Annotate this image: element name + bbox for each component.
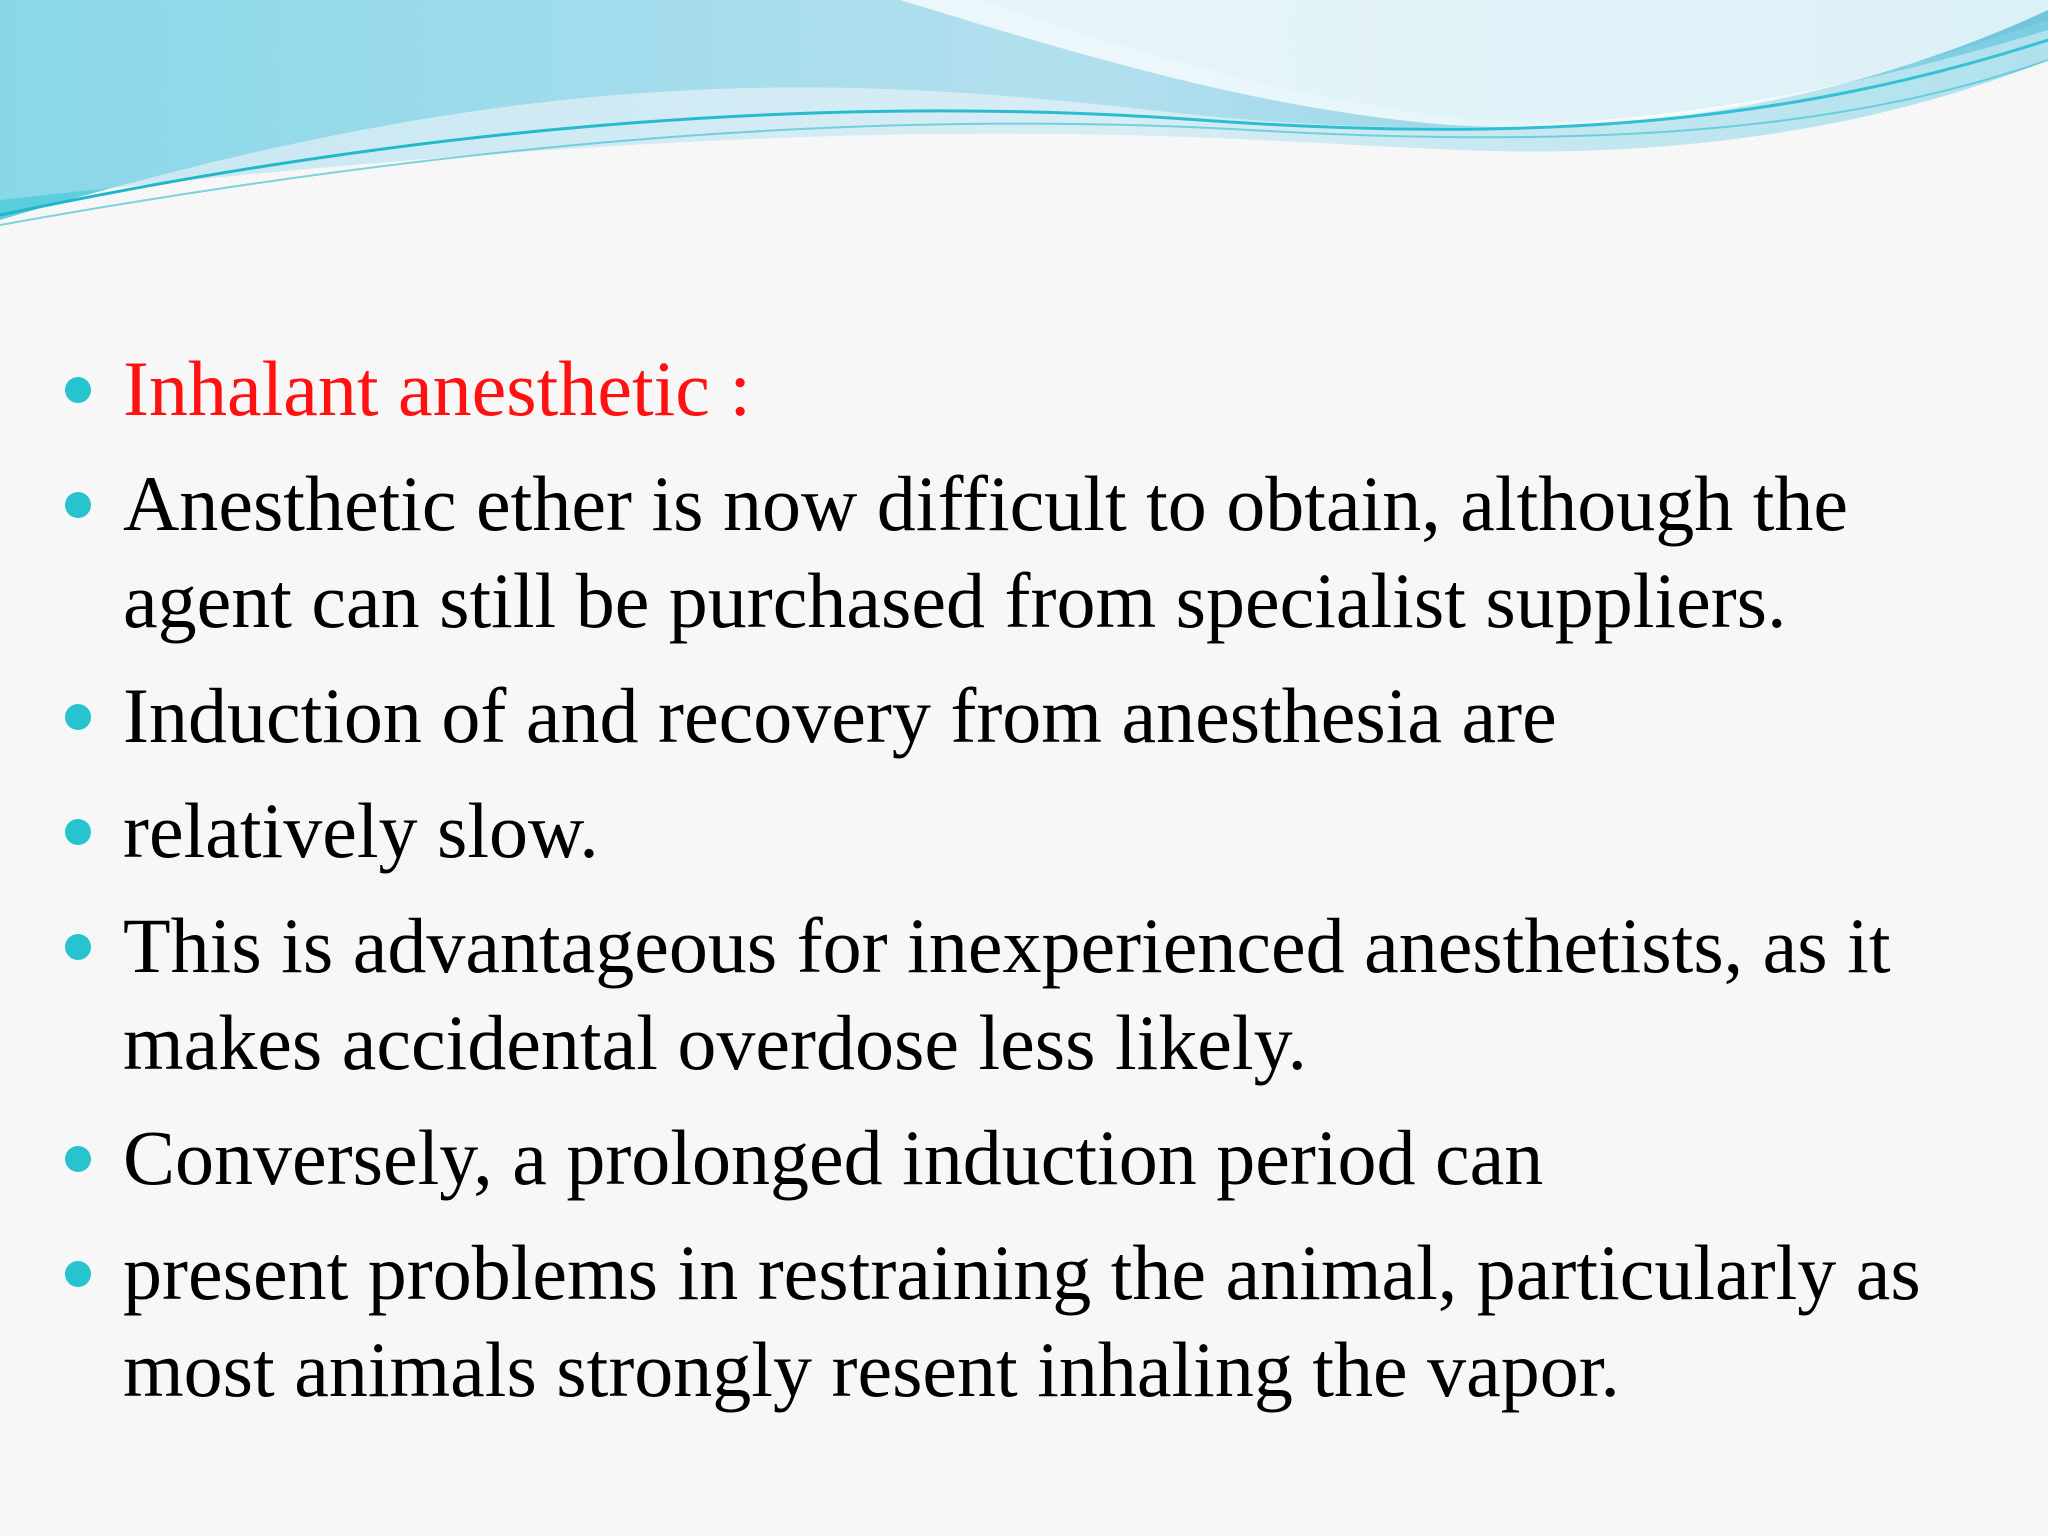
- bullet-text: Anesthetic ether is now difficult to obtain, although the agent can still be purchased from specialist suppliers.: [123, 460, 1849, 644]
- filled-circle-icon: [65, 704, 91, 730]
- bullet-item: [0, 1224, 2048, 1418]
- filled-circle-icon: [65, 819, 91, 845]
- bullet-list: [0, 340, 2048, 1436]
- bullet-text: This is advantageous for inexperienced anesthetists, as it makes accidental overdose less likely.: [123, 902, 1891, 1086]
- filled-circle-icon: [65, 492, 91, 518]
- bullet-item: [0, 782, 2048, 879]
- header-wave-decoration: [0, 0, 2048, 240]
- bullet-item: [0, 1109, 2048, 1206]
- bullet-text: Inhalant anesthetic :: [123, 345, 752, 432]
- bullet-text: relatively slow.: [123, 787, 599, 874]
- bullet-item: [0, 455, 2048, 649]
- filled-circle-icon: [65, 1146, 91, 1172]
- bullet-item: [0, 667, 2048, 764]
- bullet-text: present problems in restraining the animal, particularly as most animals strongly resent inhaling the vapor.: [123, 1229, 1921, 1413]
- bullet-text: Induction of and recovery from anesthesia are: [123, 672, 1557, 759]
- bullet-text: Conversely, a prolonged induction period can: [123, 1114, 1544, 1201]
- bullet-item-title: [0, 340, 2048, 437]
- filled-circle-icon: [65, 934, 91, 960]
- filled-circle-icon: [65, 377, 91, 403]
- filled-circle-icon: [65, 1261, 91, 1287]
- bullet-item: [0, 897, 2048, 1091]
